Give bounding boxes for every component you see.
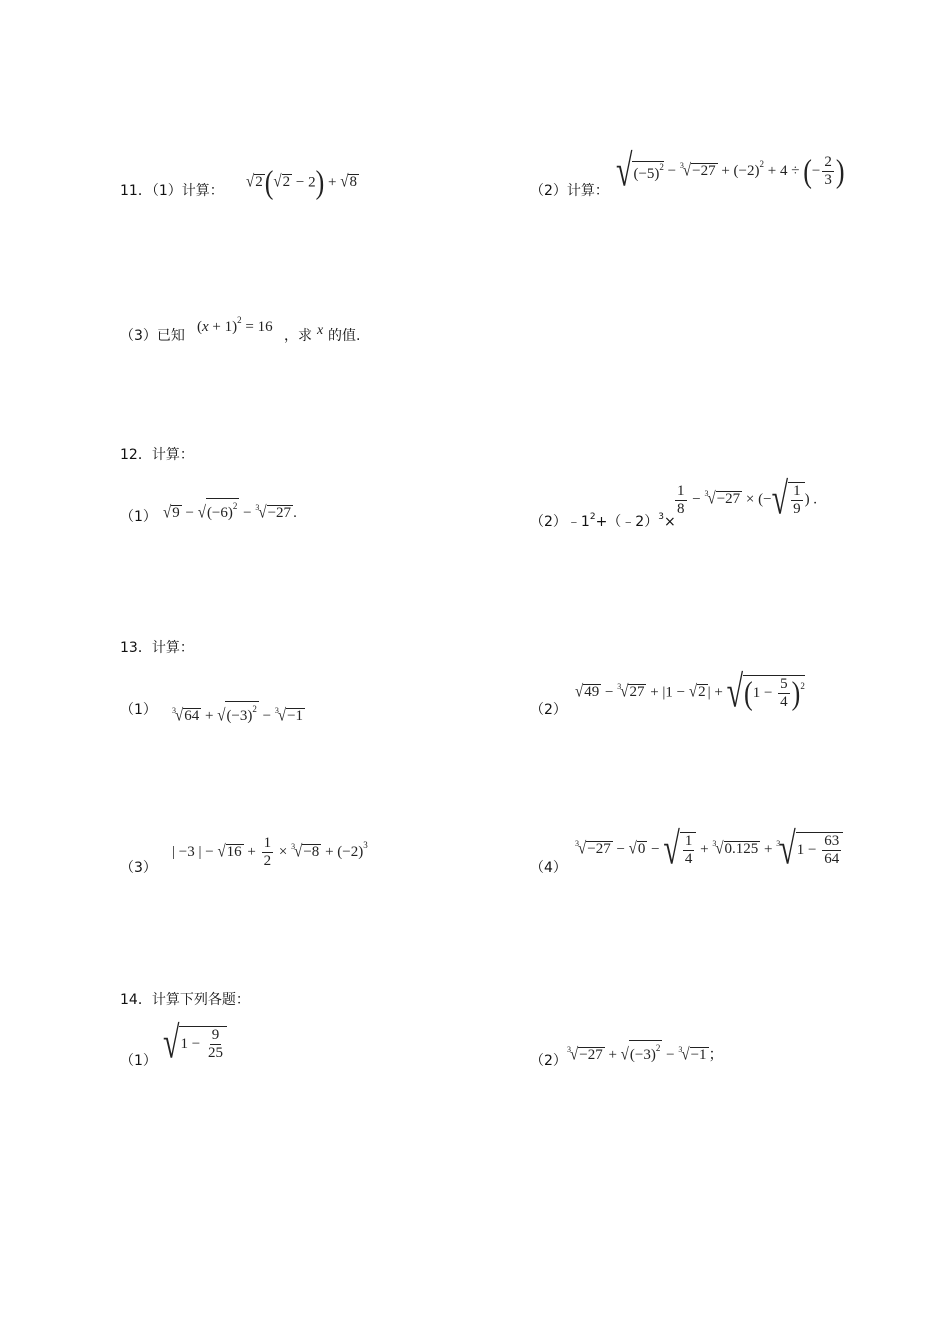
q14-part1-label: （1） — [120, 1053, 157, 1069]
q13-part4-label: （4） — [530, 860, 567, 876]
q13-part1-label: （1） — [120, 702, 157, 718]
q12-part1-formula: $√9 - √(-6)^2 - ^3√-27$ . — [163, 498, 297, 522]
q11-part2-formula: $√(-5)^2 - ^3√-27 + (-2)^2 + 4$ ÷ (− $\frac{2}{3}$ ) — [616, 146, 845, 196]
q13-part4-formula: $^3$√−27 − √0 − √ $\frac{1}{4}$ + $^3$√0.125 + $^3$√1 − $\frac{63}{64}$ — [575, 832, 843, 868]
q12-title: 12．计算： — [120, 447, 194, 463]
q12-part1-label: （1） — [120, 509, 157, 525]
q12-part2-formula: $\frac{1}{8}$ − $^3$√−27 × (−√ $\frac{1}{9}$ ) . — [677, 474, 818, 524]
q13-part3-label: （3） — [120, 860, 157, 876]
q13-part1-formula: $^3√64 + √(-3)^2 - ^3√-1$ — [172, 701, 305, 725]
q11-part3-variable: x — [317, 323, 324, 338]
q13-part3-formula: | −3 | − √16 + $\frac{1}{2}$ × $^3√-8 + (-2)^3$ — [172, 835, 368, 869]
q13-part2-label: （2） — [530, 702, 567, 718]
q11-part2-label: （2）计算： — [530, 183, 609, 199]
q11-part3-end: 的值. — [328, 328, 361, 344]
q13-part2-formula: √49 − $^3$√27 + |1 − √2 | + √(1 − $\frac{5}{4}$ )$^2$ — [575, 667, 805, 717]
q14-part2-label: （2） — [530, 1053, 567, 1069]
q12-part2-label: $(2)﹣1^2+(﹣2)^3\times$ — [530, 512, 676, 530]
q11-part1-formula: √2(√2 − 2) + √8 — [246, 164, 357, 201]
q11-part3-label: （3）已知 — [120, 328, 185, 344]
q13-title: 13．计算： — [120, 640, 194, 656]
q11-part3-formula: $(x + 1)^2 = 16$ — [197, 315, 273, 335]
q14-title: 14．计算下列各题： — [120, 992, 250, 1008]
q14-part2-formula: $^3√-27 + √(-3)^2 - ^3√-1$ ； — [567, 1040, 724, 1064]
q11-part1-label: 11．（1）计算： — [120, 183, 224, 199]
q14-part1-formula: √1 − $\frac{9}{25}$ — [163, 1026, 227, 1062]
q11-part3-suffix: ，求 — [284, 328, 312, 344]
